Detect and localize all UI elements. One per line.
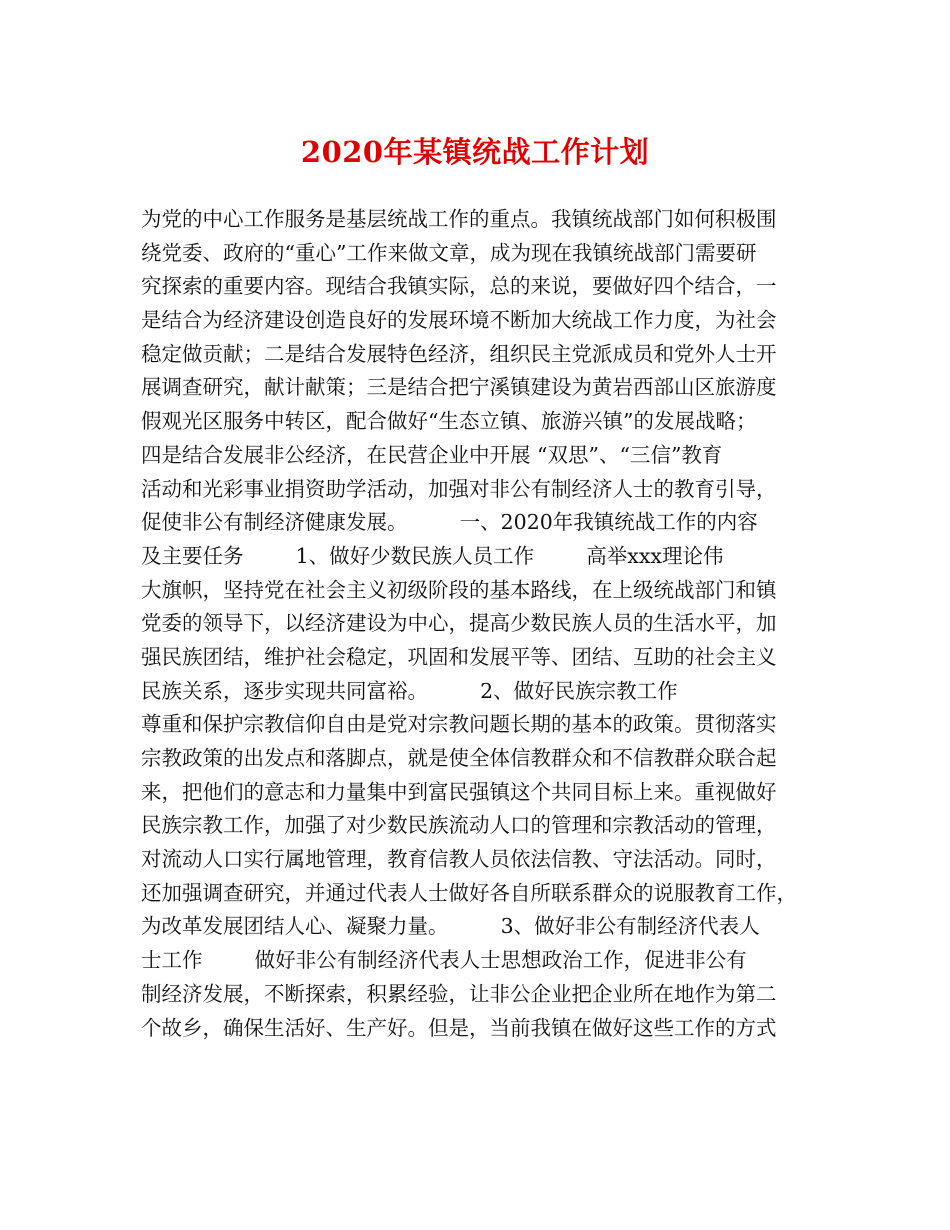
body-text-line: 个故乡，确保生活好、生产好。但是，当前我镇在做好这些工作的方式 xyxy=(141,1015,777,1040)
body-text-line: 及主要任务 1、做好少数民族人员工作 高举xxx理论伟 xyxy=(141,543,724,568)
body-text-line: 大旗帜，坚持党在社会主义初级阶段的基本路线，在上级统战部门和镇 xyxy=(141,577,777,602)
body-text-line: 制经济发展，不断探索，积累经验，让非公企业把企业所在地作为第二 xyxy=(141,981,777,1006)
body-text-line: 促使非公有制经济健康发展。 一、2020年我镇统战工作的内容 xyxy=(141,510,758,535)
body-text-line: 尊重和保护宗教信仰自由是党对宗教问题长期的基本的政策。贯彻落实 xyxy=(141,712,777,737)
body-text-line: 稳定做贡献；二是结合发展特色经济，组织民主党派成员和党外人士开 xyxy=(141,341,777,366)
body-text-line: 究探索的重要内容。现结合我镇实际，总的来说，要做好四个结合，一 xyxy=(141,274,777,299)
body-text-line: 是结合为经济建设创造良好的发展环境不断加大统战工作力度，为社会 xyxy=(141,308,777,333)
document-body xyxy=(141,203,821,1045)
body-text-line: 来，把他们的意志和力量集中到富民强镇这个共同目标上来。重视做好 xyxy=(141,779,777,804)
body-text-line: 民族关系，逐步实现共同富裕。 2、做好民族宗教工作 xyxy=(141,678,678,703)
document-title: 2020年某镇统战工作计划 xyxy=(300,135,650,169)
body-text-line: 党委的领导下，以经济建设为中心，提高少数民族人员的生活水平，加 xyxy=(141,611,777,636)
body-text-line: 宗教政策的出发点和落脚点，就是使全体信教群众和不信教群众联合起 xyxy=(141,746,777,770)
body-text-line: 对流动人口实行属地管理，教育信教人员依法信教、守法活动。同时， xyxy=(141,847,777,872)
body-text-line: 为改革发展团结人心、凝聚力量。 3、做好非公有制经济代表人 xyxy=(141,914,760,939)
body-text-line: 为党的中心工作服务是基层统战工作的重点。我镇统战部门如何积极围 xyxy=(141,207,777,231)
body-text-line: 还加强调查研究，并通过代表人士做好各自所联系群众的说服教育工作， xyxy=(141,880,797,905)
body-text-line: 展调查研究，献计献策；三是结合把宁溪镇建设为黄岩西部山区旅游度 xyxy=(141,375,777,400)
body-text-line: 强民族团结，维护社会稳定，巩固和发展平等、团结、互助的社会主义 xyxy=(141,644,777,669)
body-text-line: 士工作 做好非公有制经济代表人士思想政治工作，促进非公有 xyxy=(141,948,747,973)
body-text-line: 绕党委、政府的“重心”工作来做文章，成为现在我镇统战部门需要研 xyxy=(141,240,757,265)
body-text-line: 活动和光彩事业捐资助学活动，加强对非公有制经济人士的教育引导， xyxy=(141,476,777,501)
body-text-line: 假观光区服务中转区，配合做好“生态立镇、旅游兴镇”的发展战略； xyxy=(141,409,757,434)
body-text-line: 四是结合发展非公经济，在民营企业中开展 “双思”、“三信”教育 xyxy=(141,442,723,467)
body-text-line: 民族宗教工作，加强了对少数民族流动人口的管理和宗教活动的管理， xyxy=(141,813,777,838)
